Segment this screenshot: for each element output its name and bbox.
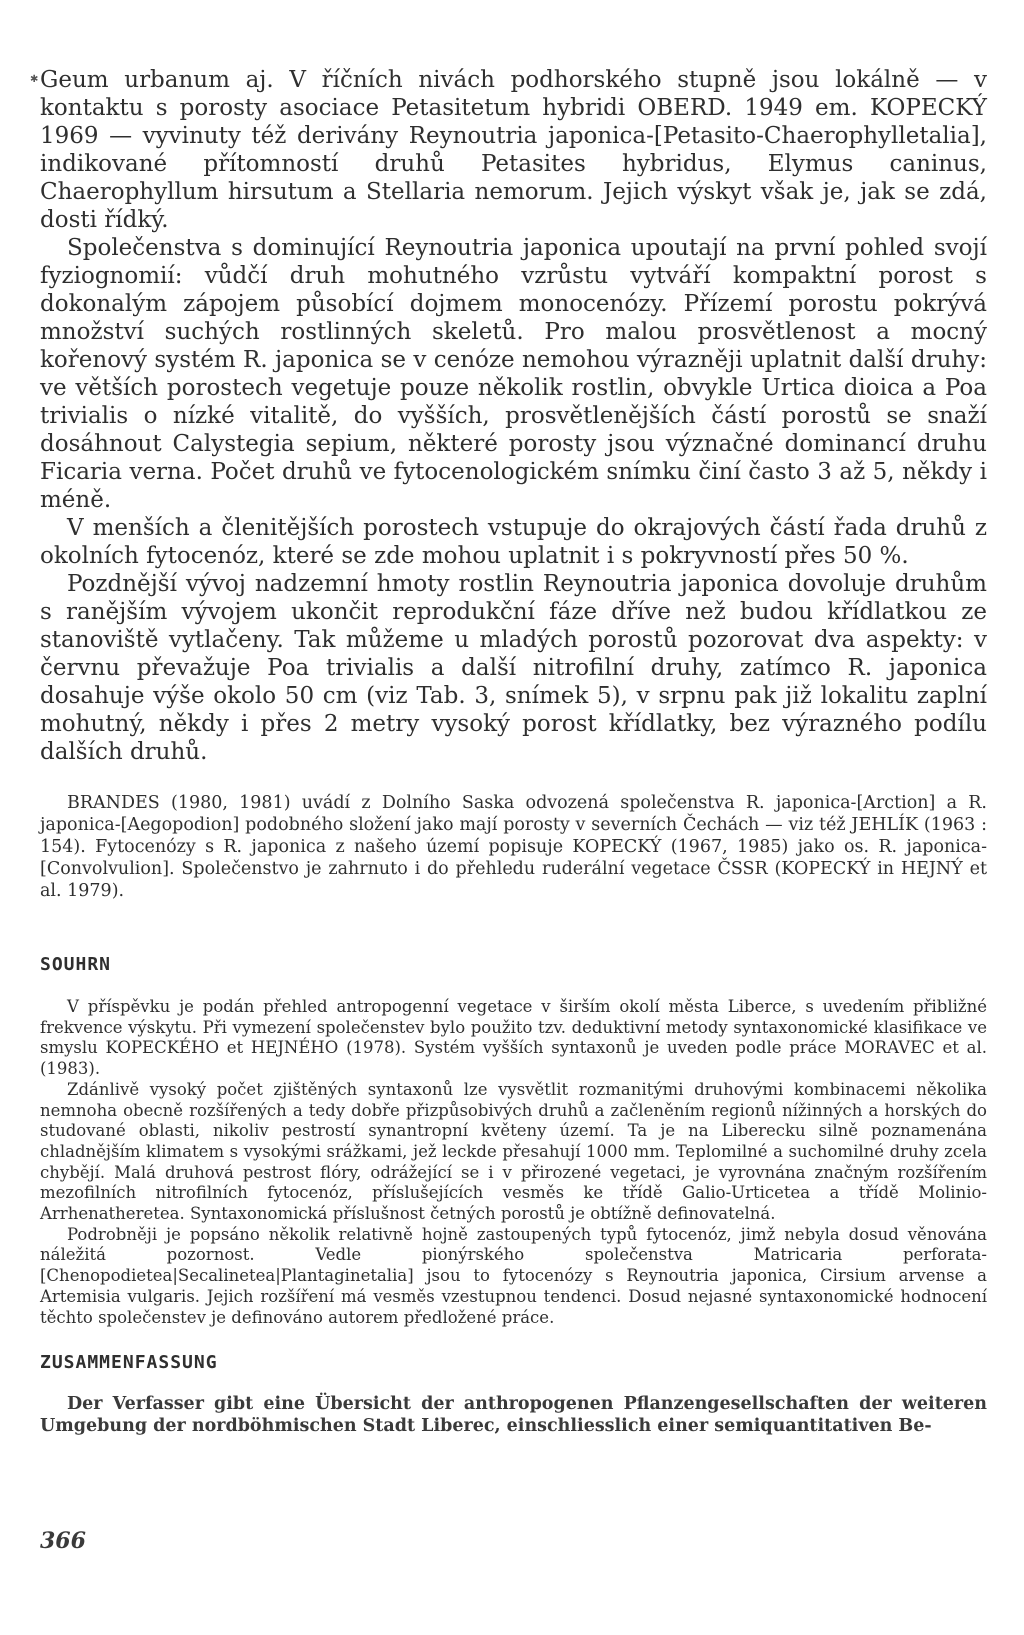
souhrn-paragraph-2: Zdánlivě vysoký počet zjištěných syntaxonů lze vysvětlit rozmanitými druhovými kombinacemi několika nemnoha obecně rozšířených a tedy dobře přizpůsobivých druhů a začleněním regionů nížinných a horských do studované oblasti, nikoliv pestrostí synantropní květeny území. Ta je na Liberecku silně poznamenána chladnějším klimatem s vysokými srážkami, jež leckde přesahují 1000 mm. Teplomilné a suchomilné druhy zcela chybějí. Malá druhová pestrost flóry, odrážející se i v přirozené vegetaci, je vyrovnána značným rozšířením mezofilních nitrofilních fytocenóz, příslušejících vesměs ke třídě Galio-Urticetea a třídě Molinio-Arrhenatheretea. Syntaxonomická příslušnost četných porostů je obtížně definovatelná. — [40, 1079, 987, 1224]
souhrn-heading: SOUHRN — [40, 954, 112, 975]
reference-note — [40, 792, 987, 902]
main-text — [40, 66, 987, 766]
zusammenfassung-section — [40, 1393, 987, 1437]
page-number: 366 — [40, 1528, 86, 1554]
paragraph-3: V menších a členitějších porostech vstupuje do okrajových částí řada druhů z okolních fytocenóz, které se zde mohou uplatnit i s pokryvností přes 50 %. — [40, 515, 987, 569]
note-text: BRANDES (1980, 1981) uvádí z Dolního Saska odvozená společenstva R. japonica-[Arction] a R. japonica-[Aegopodion] podobného složení jako mají porosty v severních Čechách — viz též JEHLÍK (1963 : 154). Fytocenózy s R. japonica z našeho území popisuje KOPECKÝ (1967, 1985) jako os. R. japonica-[Convolvulion]. Společenstvo je zahrnuto i do přehledu ruderální vegetace ČSSR (KOPECKÝ in HEJNÝ et al. 1979). — [40, 793, 987, 901]
souhrn-paragraph-3: Podrobněji je popsáno několik relativně hojně zastoupených typů fytocenóz, jimž nebyla dosud věnována náležitá pozornost. Vedle pionýrského společenstva Matricaria perforata-[Chenopodietea|Secalinetea|Plantaginetalia] jsou to fytocenózy s Reynoutria japonica, Cirsium arvense a Artemisia vulgaris. Jejich rozšíření má vesměs vzestupnou tendenci. Dosud nejasné syntaxonomické hodnocení těchto společenstev je definováno autorem předložené práce. — [40, 1224, 987, 1327]
page-body — [40, 66, 987, 1437]
paragraph-4: Pozdnější vývoj nadzemní hmoty rostlin Reynoutria japonica dovoluje druhům s ranějším vývojem ukončit reprodukční fáze dříve než budou křídlatkou ze stanoviště vytlačeny. Tak můžeme u mladých porostů pozorovat dva aspekty: v červnu převažuje Poa trivialis a další nitrofilní druhy, zatímco R. japonica dosahuje výše okolo 50 cm (viz Tab. 3, snímek 5), v srpnu pak již lokalitu zaplní mohutný, někdy i přes 2 metry vysoký porost křídlatky, bez výrazného podílu dalších druhů. — [40, 571, 987, 765]
paragraph-1: Geum urbanum aj. V říčních nivách podhorského stupně jsou lokálně — v kontaktu s porosty asociace Petasitetum hybridi OBERD. 1949 em. KOPECKÝ 1969 — vyvinuty též derivány Reynoutria japonica-[Petasito-Chaerophylletalia], indikované přítomností druhů Petasites hybridus, Elymus caninus, Chaerophyllum hirsutum a Stellaria nemorum. Jejich výskyt však je, jak se zdá, dosti řídký. — [40, 67, 987, 233]
zusammenfassung-text: Der Verfasser gibt eine Übersicht der anthropogenen Pflanzengesellschaften der weiteren Umgebung der nordböhmischen Stadt Liberec, einschliesslich einer semiquantitativen Be- — [40, 1394, 987, 1437]
zusammenfassung-heading: ZUSAMMENFASSUNG — [40, 1352, 218, 1374]
paragraph-2: Společenstva s dominující Reynoutria japonica upoutají na první pohled svojí fyziognomií: vůdčí druh mohutného vzrůstu vytváří kompaktní porost s dokonalým zápojem působící dojmem monocenózy. Přízemí porostu pokrývá množství suchých rostlinných skeletů. Pro malou prosvětlenost a mocný kořenový systém R. japonica se v cenóze nemohou výrazněji uplatnit další druhy: ve větších porostech vegetuje pouze několik rostlin, obvykle Urtica dioica a Poa trivialis o nízké vitalitě, do vyšších, prosvětlenějších částí porostů se snaží dosáhnout Calystegia sepium, některé porosty jsou význačné dominancí druhu Ficaria verna. Počet druhů ve fytocenologickém snímku činí často 3 až 5, někdy i méně. — [40, 235, 987, 513]
margin-marker: ✱ — [30, 74, 39, 85]
souhrn-paragraph-1: V příspěvku je podán přehled antropogenní vegetace v širším okolí města Liberce, s uvedením přibližné frekvence výskytu. Při vymezení společenstev bylo použito tzv. deduktivní metody syntaxonomické klasifikace ve smyslu KOPECKÉHO et HEJNÉHO (1978). Systém vyšších syntaxonů je uveden podle práce MORAVEC et al. (1983). — [40, 997, 987, 1079]
souhrn-section — [40, 997, 987, 1328]
